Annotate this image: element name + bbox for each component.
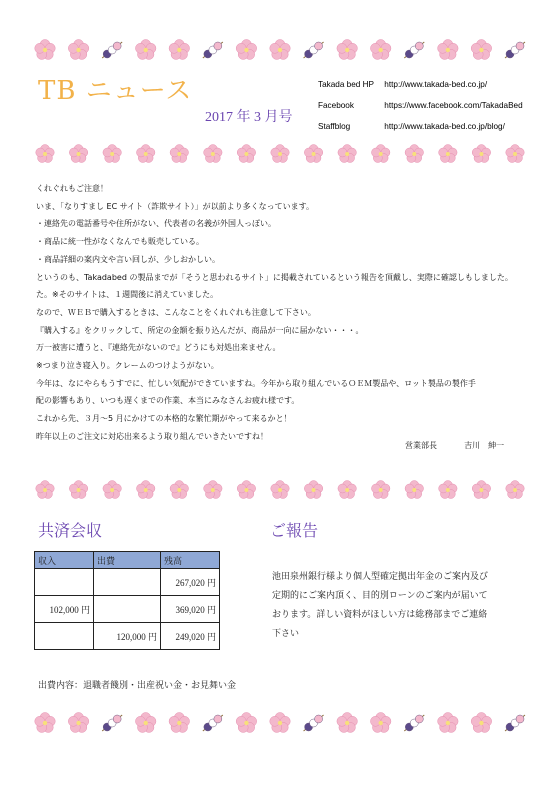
blossom-icon	[36, 145, 54, 163]
cell-income	[35, 569, 94, 596]
dango-icon	[203, 42, 223, 58]
blossom-icon	[35, 713, 55, 733]
dango-icon	[404, 42, 424, 58]
article-line: た。※そのサイトは、１週間後に消えていました。	[36, 290, 219, 300]
blossom-icon	[304, 145, 322, 163]
blossom-icon	[236, 40, 256, 60]
article-line: なので、ＷＥＢで購入するときは、こんなことをくれぐれも注意して下さい。	[36, 307, 316, 317]
blossom-icon	[204, 481, 222, 499]
expense-note: 出費内容：退職者餞別・出産祝い金・お見舞い金	[38, 680, 237, 690]
blossom-icon	[204, 145, 222, 163]
article-line: いま、「なりすまし EC サイト（詐欺サイト）」が以前より多くなっています。	[36, 201, 314, 211]
cell-balance: 369,020 円	[161, 596, 220, 623]
blossom-icon	[506, 481, 524, 499]
blossom-icon	[35, 40, 55, 60]
blossom-icon	[372, 145, 390, 163]
article-line: というのも、Takadabed の製品までが「そうと思われるサイト」に掲載されているという報告を頂戴し、実際に確認しもしました。	[36, 272, 513, 282]
kyosai-title: 共済会収	[38, 521, 103, 540]
blossom-icon	[304, 481, 322, 499]
table-header-row	[35, 552, 220, 569]
blossom-icon	[506, 145, 524, 163]
article-line: 昨年以上のご注文に対応出来るよう取り組んでいきたいですね！	[36, 431, 268, 441]
blossom-icon	[405, 481, 423, 499]
blossom-icon	[270, 40, 290, 60]
blossom-icon	[103, 145, 121, 163]
article-line: 『購入する』をクリックして、所定の金額を振り込んだが、商品が一向に届かない・・・。	[36, 325, 364, 335]
header-balance: 残高	[161, 552, 220, 569]
table-row	[35, 569, 220, 596]
signature-title: 営業部長	[405, 441, 437, 450]
flower-border-section	[30, 476, 530, 504]
blossom-icon	[36, 481, 54, 499]
blossom-icon	[472, 145, 490, 163]
cell-expense: 120,000 円	[94, 623, 161, 650]
blossom-icon	[271, 145, 289, 163]
link-list	[318, 80, 523, 143]
issue-date: 2017 年 3 月号	[205, 110, 293, 125]
dango-icon	[304, 715, 324, 731]
article-line: ※つまり泣き寝入り。クレームのつけようがない。	[36, 361, 219, 371]
flower-border-bottom	[30, 709, 530, 737]
link-row-facebook	[318, 101, 523, 122]
signature-name: 吉川 紳一	[464, 441, 505, 450]
blossom-icon	[68, 40, 88, 60]
blossom-icon	[103, 481, 121, 499]
blossom-icon	[472, 481, 490, 499]
header-income: 収入	[35, 552, 94, 569]
report-title: ご報告	[270, 521, 319, 540]
blossom-icon	[137, 481, 155, 499]
report-line: 下さい	[272, 628, 300, 638]
link-url-blog[interactable]: http://www.takada-bed.co.jp/blog/	[384, 122, 505, 131]
cell-income: 102,000 円	[35, 596, 94, 623]
article-line: くれぐれもご注意！	[36, 184, 108, 193]
blossom-icon	[170, 145, 188, 163]
blossom-icon	[135, 713, 155, 733]
blossom-icon	[405, 145, 423, 163]
article-line: 今年は、なにやらもうすでに、忙しい気配ができていますね。今年から取り組んでいるＯＥＭ製品や、ロット製品の製作手	[36, 378, 476, 388]
table-row	[35, 596, 220, 623]
dango-icon	[505, 42, 525, 58]
link-label: Takada bed HP	[318, 80, 374, 89]
blossom-icon	[236, 713, 256, 733]
cell-expense	[94, 569, 161, 596]
blossom-icon	[439, 481, 457, 499]
blossom-icon	[271, 481, 289, 499]
blossom-icon	[69, 145, 87, 163]
report-line: 池田泉州銀行様より個人型確定拠出年金のご案内及び	[272, 571, 489, 581]
article-line: ・商品に統一性がなくなんでも販売している。	[36, 237, 204, 247]
cell-balance: 249,020 円	[161, 623, 220, 650]
link-label: Facebook	[318, 101, 354, 110]
blossom-icon	[370, 713, 390, 733]
blossom-icon	[372, 481, 390, 499]
dango-icon	[203, 715, 223, 731]
dango-icon	[304, 42, 324, 58]
blossom-icon	[169, 40, 189, 60]
kyosai-table	[34, 551, 220, 650]
dango-icon	[102, 715, 122, 731]
link-row-hp	[318, 80, 523, 101]
cell-expense	[94, 596, 161, 623]
report-line: おります。詳しい資料がほしい方は総務部までご連絡	[272, 609, 488, 619]
blossom-icon	[471, 40, 491, 60]
blossom-icon	[135, 40, 155, 60]
signature	[405, 440, 504, 451]
blossom-icon	[137, 145, 155, 163]
dango-icon	[505, 715, 525, 731]
blossom-icon	[170, 481, 188, 499]
blossom-icon	[69, 481, 87, 499]
article-line: ・連絡先の電話番号や住所がない、代表者の名義が外国人っぽい。	[36, 219, 276, 229]
blossom-icon	[68, 713, 88, 733]
flower-border-middle	[30, 140, 530, 168]
blossom-icon	[439, 145, 457, 163]
header-expense: 出費	[94, 552, 161, 569]
article-line: 万一被害に遭うと、『連絡先がないので』どうにも対処出来ません。	[36, 343, 281, 353]
link-label: Staffblog	[318, 122, 351, 131]
blossom-icon	[370, 40, 390, 60]
blossom-icon	[337, 713, 357, 733]
blossom-icon	[438, 713, 458, 733]
cell-income	[35, 623, 94, 650]
blossom-icon	[338, 481, 356, 499]
blossom-icon	[237, 481, 255, 499]
cell-balance: 267,020 円	[161, 569, 220, 596]
article-line: 配の影響もあり、いつも遅くまでの作業、本当にみなさんお疲れ様です。	[36, 396, 300, 406]
blossom-icon	[270, 713, 290, 733]
article-body	[36, 180, 526, 446]
link-url-hp[interactable]: http://www.takada-bed.co.jp/	[384, 80, 488, 89]
blossom-icon	[337, 40, 357, 60]
report-body	[272, 567, 522, 643]
blossom-icon	[438, 40, 458, 60]
link-row-blog	[318, 122, 523, 143]
table-row	[35, 623, 220, 650]
blossom-icon	[338, 145, 356, 163]
newsletter-title: TB ニュース	[38, 76, 193, 106]
link-url-facebook[interactable]: https://www.facebook.com/TakadaBed	[384, 101, 523, 110]
blossom-icon	[471, 713, 491, 733]
blossom-icon	[169, 713, 189, 733]
flower-border-top	[30, 36, 530, 64]
article-line: ・商品詳細の案内文や言い回しが、少しおかしい。	[36, 254, 220, 264]
dango-icon	[404, 715, 424, 731]
article-line: これから先、３月～5 月にかけての本格的な繁忙期がやって来るかと！	[36, 414, 292, 424]
dango-icon	[102, 42, 122, 58]
blossom-icon	[237, 145, 255, 163]
report-line: 定期的にご案内頂く、目的別ローンのご案内が届いて	[272, 590, 488, 600]
